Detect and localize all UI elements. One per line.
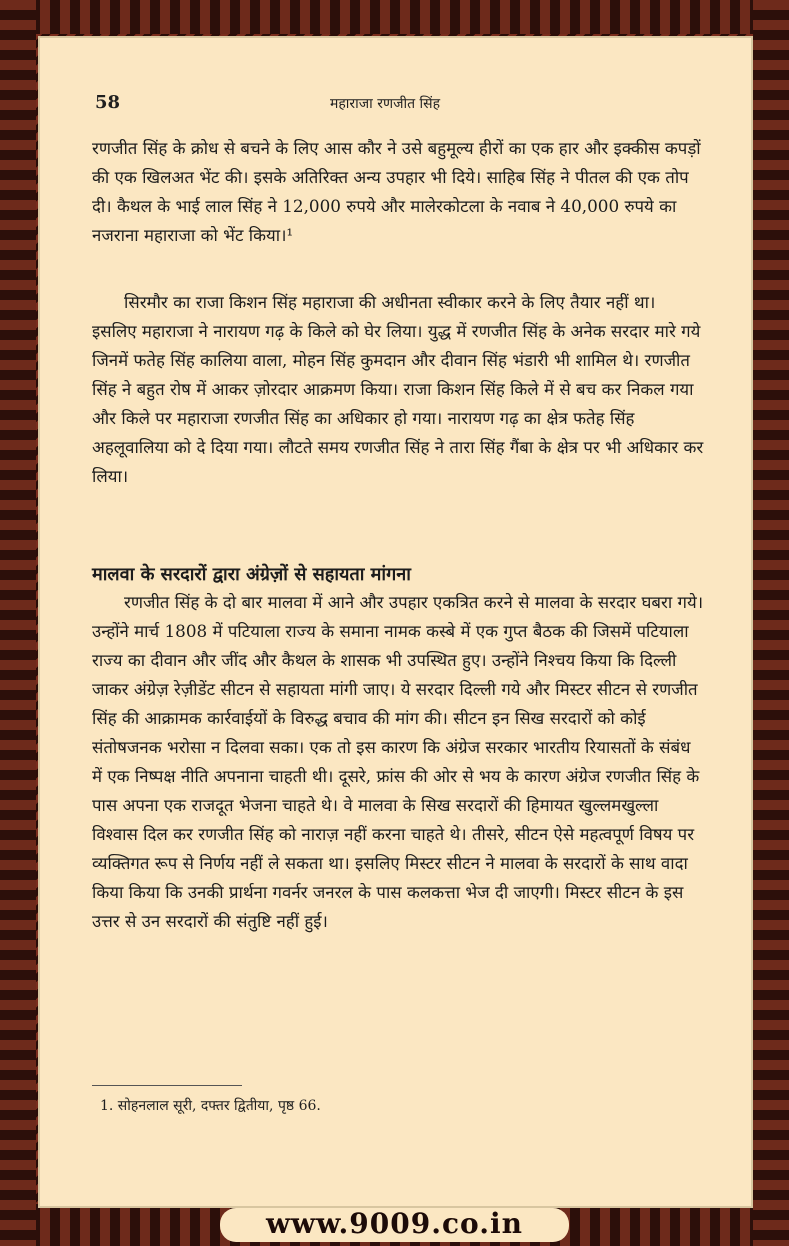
top-ornament-strip [0, 0, 789, 34]
paragraph-2: सिरमौर का राजा किशन सिंह महाराजा की अधीनता स्वीकार करने के लिए तैयार नहीं था। इसलिए महाराजा ने नारायण गढ़ के किले को घेर लिया। युद्ध में रणजीत सिंह के अनेक सरदार मारे गये जिनमें फतेह सिंह कालिया वाला, मोहन सिंह कुमदान और दीवान सिंह भंडारी भी शामिल थे। रणजीत सिंह ने बहुत रोष में आकर ज़ोरदार आक्रमण किया। राजा किशन सिंह किले में से बच कर निकल गया और किले पर महाराजा रणजीत सिंह का अधिकार हो गया। नारायण गढ़ का क्षेत्र फतेह सिंह अहलूवालिया को दे दिया गया। लौटते समय रणजीत सिंह ने तारा सिंह गैंबा के क्षेत्र पर भी अधिकार कर लिया। [92, 292, 704, 486]
left-ornament-strip [0, 0, 36, 1246]
footnote: 1. सोहनलाल सूरी, दफ्तर द्वितीया, पृष्ठ 66. [100, 1098, 321, 1114]
section-heading: मालवा के सरदारों द्वारा अंग्रेज़ों से सहायता मांगना [92, 564, 411, 585]
footnote-divider [92, 1085, 242, 1086]
right-ornament-strip [753, 0, 789, 1246]
paragraph-1: रणजीत सिंह के क्रोध से बचने के लिए आस कौर ने उसे बहुमूल्य हीरों का एक हार और इक्कीस कपड़ों की एक खिलअत भेंट की। इसके अतिरिक्त अन्य उपहार भी दिये। साहिब सिंह ने पीतल की एक तोप दी। कैथल के भाई लाल सिंह ने 12,000 रुपये और मालेरकोटला के नवाब ने 40,000 रुपये का नजराना महाराजा को भेंट किया।¹ [92, 138, 701, 245]
paragraph-3: रणजीत सिंह के दो बार मालवा में आने और उपहार एकत्रित करने से मालवा के सरदार घबरा गये। उन्होंने मार्च 1808 में पटियाला राज्य के समाना नामक कस्बे में एक गुप्त बैठक की जिसमें पटियाला राज्य का दीवान और जींद और कैथल के शासक भी उपस्थित हुए। उन्होंने निश्चय किया कि दिल्ली जाकर अंग्रेज़ रेज़ीडेंट सीटन से सहायता मांगी जाए। ये सरदार दिल्ली गये और मिस्टर सीटन से रणजीत सिंह की आक्रामक कार्रवाईयों के विरुद्ध बचाव की मांग की। सीटन इन सिख सरदारों को कोई संतोषजनक भरोसा न दिलवा सका। एक तो इस कारण कि अंग्रेज सरकार भारतीय रियासतों के संबंध में एक निष्पक्ष नीति अपनाना चाहती थी। दूसरे, फ्रांस की ओर से भय के कारण अंग्रेज रणजीत सिंह के पास अपना एक राजदूत भेजना चाहते थे। वे मालवा के सिख सरदारों की हिमायत खुल्लमखुल्ला विश्वास दिल कर रणजीत सिंह को नाराज़ नहीं करना चाहते थे। तीसरे, सीटन ऐसे महत्वपूर्ण विषय पर व्यक्तिगत रूप से निर्णय नहीं ले सकता था। इसलिए मिस्टर सीटन ने मालवा के सरदारों के साथ वादा किया किया कि उनकी प्रार्थना गवर्नर जनरल के पास कलकत्ता भेज दी जाएगी। मिस्टर सीटन के इस उत्तर से उन सरदारों की संतुष्टि नहीं हुई। [92, 592, 704, 931]
page-number: 58 [95, 92, 121, 113]
website-watermark: www.9009.co.in [266, 1207, 523, 1240]
running-head: महाराजा रणजीत सिंह [330, 96, 441, 112]
